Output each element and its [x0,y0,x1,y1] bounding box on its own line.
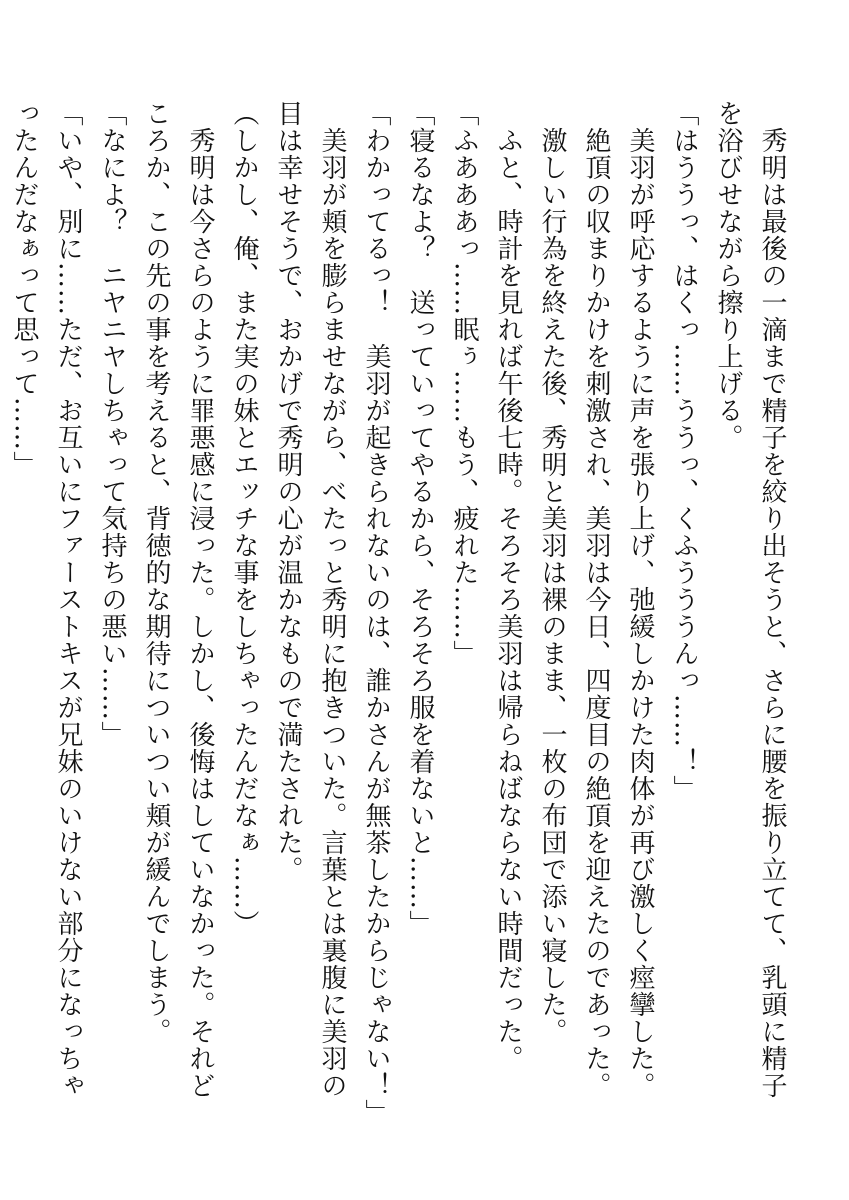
paragraph: 絶頂の収まりかけを刺激され、美羽は今日、四度目の絶頂を迎えたのであった。 [581,100,611,1099]
inner-thought-line: （しかし、俺、また実の妹とエッチな事をしちゃったんだなぁ……） [229,100,259,937]
paragraph: 秀明は今さらのように罪悪感に浸った。しかし、後悔はしていなかった。それどころか、この先の事を考えると、背徳的な期待についつい頬が緩んでしまう。 [141,100,215,1099]
vertical-text-body [9,100,794,1126]
paragraph: 美羽が頬を膨らませながら、べたっと秀明に抱きついた。言葉とは裏腹に美羽の目は幸せそうで、おかげで秀明の心が温かなもので満たされた。 [273,100,347,1099]
dialogue-line: 「ふあああっ……眠ぅ……もう、疲れた……」 [449,100,479,667]
dialogue-line: 「はううっ、はくっ……ううっ、くふうううんっ……！」 [669,100,699,802]
paragraph: 美羽が呼応するように声を張り上げ、弛緩しかけた肉体が再び激しく痙攣した。 [625,100,655,1099]
dialogue-line: 「寝るなよ？ 送っていってやるから、そろそろ服を着ないと……」 [405,100,435,937]
dialogue-line: 「わかってるっ！ 美羽が起きられないのは、誰かさんが無茶したからじゃない！」 [361,100,391,1126]
paragraph: 秀明は最後の一滴まで精子を絞り出そうと、さらに腰を振り立てて、乳頭に精子を浴びせながら擦り上げる。 [713,100,787,1099]
dialogue-line: 「なによ？ ニヤニヤしちゃって気持ちの悪い……」 [97,100,127,748]
paragraph: ふと、時計を見れば午後七時。そろそろ美羽は帰らねばならない時間だった。 [493,100,523,1072]
paragraph: 激しい行為を終えた後、秀明と美羽は裸のまま、一枚の布団で添い寝した。 [537,100,567,1045]
dialogue-line: 「いや、別に……ただ、お互いにファーストキスが兄妹のいけない部分になっちゃったんだなぁって思って……」 [9,100,83,1099]
